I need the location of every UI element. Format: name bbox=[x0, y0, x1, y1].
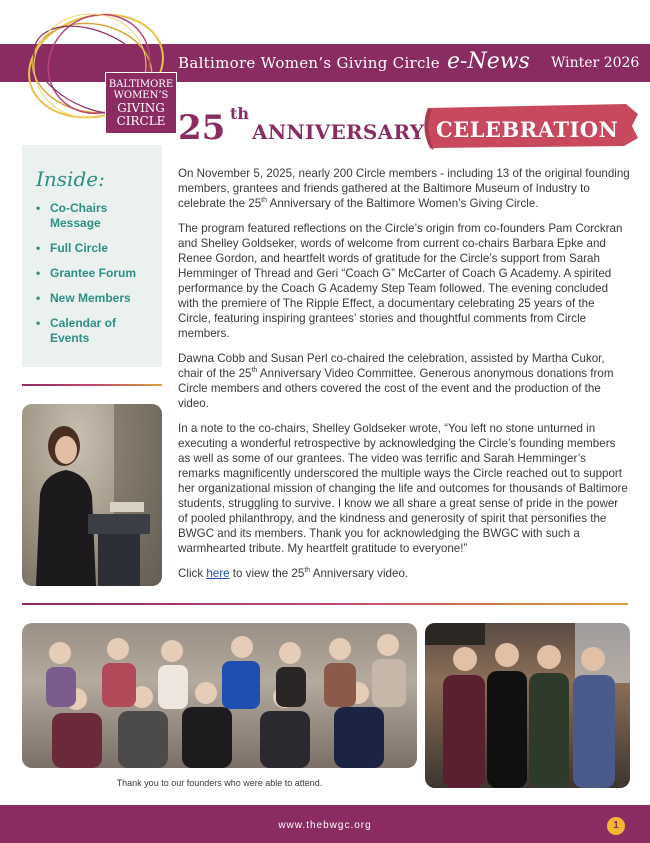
sidebar-item-grantee-forum[interactable]: • Grantee Forum bbox=[36, 266, 150, 281]
footer-url[interactable]: www.thebwgc.org bbox=[278, 820, 372, 831]
article-paragraph: The program featured reflections on the Circle’s origin from co-founders Pam Corckran and Shelley Goldseker, words of welcome from current co-chairs Barbara Epke and Renee Gordon, and heartfelt words of gratitude for the Circle’s support from Sarah Hemminger of Thread and Geri “Coach G” McCarter of Coach G Academy. A spirited performance by the Coach G Academy Step Team followed. The evening concluded with the premiere of The Ripple Effect, a documentary celebrating 25 years of the Circle, featuring inspiring grantees’ stories and thoughtful comments from Circle members. bbox=[178, 222, 623, 340]
title-celebration: CELEBRATION bbox=[436, 117, 619, 142]
speaker-photo bbox=[22, 404, 162, 586]
page-number: 1 bbox=[607, 817, 625, 835]
founders-group-icon bbox=[22, 623, 417, 768]
bwgc-logo bbox=[14, 6, 174, 134]
sidebar-divider bbox=[22, 384, 162, 386]
title-ordinal: th bbox=[230, 104, 250, 123]
enews-label: e-News bbox=[447, 49, 530, 74]
grantees-photo bbox=[425, 623, 630, 788]
sidebar-item-full-circle[interactable]: • Full Circle bbox=[36, 241, 150, 256]
section-divider bbox=[22, 603, 628, 605]
title-number: 25 bbox=[178, 108, 226, 148]
article-paragraph: On November 5, 2025, nearly 200 Circle members - including 13 of the original founding members, grantees and friends gathered at the Baltimore Museum of Industry to celebrate the 25th Anniversary of the Baltimore Women’s Giving Circle. bbox=[178, 167, 630, 210]
founders-caption: Thank you to our founders who were able to attend. bbox=[116, 778, 323, 788]
grantees-group-icon bbox=[425, 623, 630, 788]
issue-date: Winter 2026 bbox=[551, 55, 640, 71]
article-body bbox=[178, 166, 630, 591]
sidebar-item-calendar-of-events[interactable]: • Calendar of Events bbox=[36, 316, 150, 346]
sidebar-item-new-members[interactable]: • New Members bbox=[36, 291, 150, 306]
logo-wordmark: BALTIMORE WOMEN’S GIVING CIRCLE bbox=[105, 72, 177, 134]
sidebar-item-co-chairs-message[interactable]: • Co-Chairs Message bbox=[36, 201, 150, 231]
founders-photo bbox=[22, 623, 417, 768]
video-link[interactable]: here bbox=[206, 567, 230, 580]
article-paragraph: Dawna Cobb and Susan Perl co-chaired the celebration, assisted by Martha Cukor, chair of the 25th Anniversary Video Committee. Generous anonymous donations from Circle members and others covered the cost of the event and the production of the video. bbox=[178, 352, 614, 410]
inside-sidebar bbox=[22, 145, 162, 367]
sidebar-list bbox=[36, 201, 150, 346]
article-paragraph: Click here to view the 25th Anniversary video. bbox=[178, 567, 409, 580]
sidebar-heading: Inside: bbox=[36, 167, 105, 191]
speaker-figure-icon bbox=[22, 404, 162, 586]
article-paragraph: In a note to the co-chairs, Shelley Goldseker wrote, “You left no stone unturned in executing a wonderful retrospective by acknowledging the Circle’s founding members as well as some of our grantees. The video was terrific and Sarah Hemminger’s remarks magnificently underscored the multiple ways the Circle reached out to support her organizational mission of changing the life and outcomes for thousands of Baltimore students, struggling to survive. I know we all share a great sense of pride in the power of pooled philanthropy, and the kindness and generosity of spirit that personifies the BWGC and its members. Thank you for acknowledging the BWGC with such a warmhearted tribute. My heartfelt gratitude to everyone!” bbox=[178, 422, 628, 555]
title-anniversary: ANNIVERSARY bbox=[252, 120, 425, 144]
newsletter-org-name: Baltimore Women’s Giving Circle bbox=[178, 54, 440, 72]
